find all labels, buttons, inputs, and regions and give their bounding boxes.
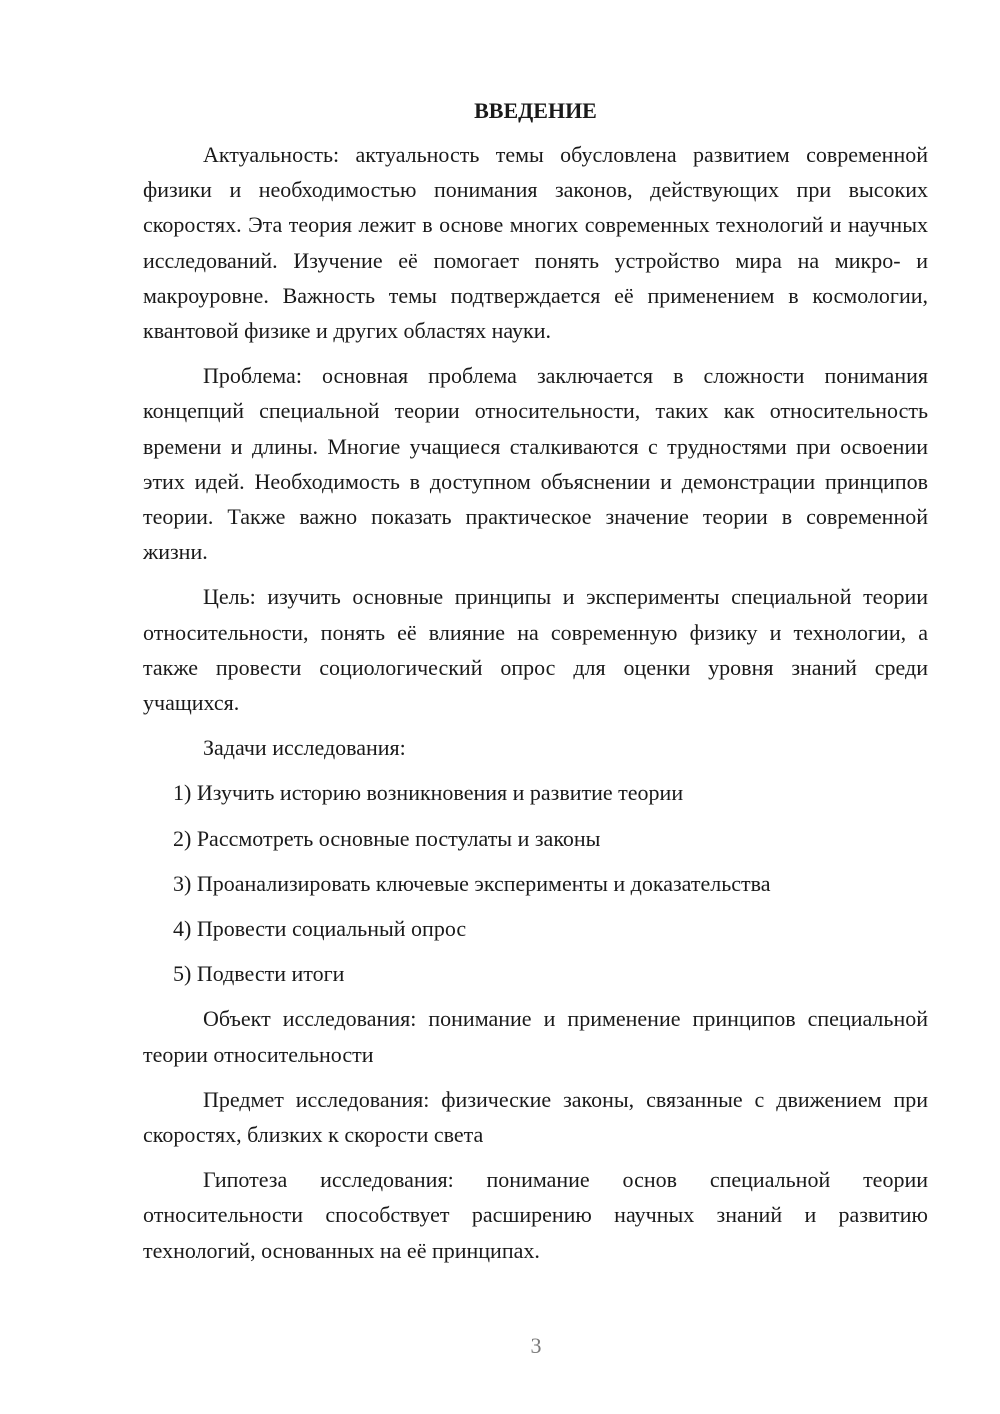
page-content: [143, 95, 928, 1268]
list-item: 3) Проанализировать ключевые эксперименты и доказательства: [173, 870, 771, 896]
list-item: 2) Рассмотреть основные постулаты и законы: [173, 825, 601, 851]
relevance-paragraph: Актуальность: актуальность темы обусловлена развитием современной физики и необходимостью понимания законов, действующих при высоких скоростях. Эта теория лежит в основе многих современных технологий и научных исследований. Изучение её помогает понять устройство мира на микро- и макроуровне. Важность темы подтверждается её применением в космологии, квантовой физике и других областях науки.: [143, 142, 928, 344]
object-paragraph: Объект исследования: понимание и применение принципов специальной теории относительности: [143, 1006, 928, 1067]
list-item: 1) Изучить историю возникновения и развитие теории: [173, 780, 684, 806]
subject-paragraph: Предмет исследования: физические законы, связанные с движением при скоростях, близких к скорости света: [143, 1086, 928, 1148]
hypothesis-paragraph: Гипотеза исследования: понимание основ специальной теории относительности способствует расширению научных знаний и развитию технологий, основанных на её принципах.: [143, 1167, 928, 1263]
goal-paragraph: Цель: изучить основные принципы и эксперименты специальной теории относительности, понять её влияние на современную физику и технологии, а также провести социологический опрос для оценки уровня знаний среди учащихся.: [143, 584, 928, 716]
list-item: 4) Провести социальный опрос: [173, 916, 467, 942]
problem-paragraph: Проблема: основная проблема заключается в сложности понимания концепций специальной теории относительности, таких как относительность времени и длины. Многие учащиеся сталкиваются с трудностями при освоении этих идей. Необходимость в доступном объяснении и демонстрации принципов теории. Также важно показать практическое значение теории в современной жизни.: [143, 363, 928, 565]
tasks-heading: Задачи исследования:: [203, 735, 406, 761]
page-number: 3: [530, 1333, 542, 1358]
page-title: ВВЕДЕНИЕ: [474, 98, 597, 123]
list-item: 5) Подвести итоги: [173, 961, 345, 987]
